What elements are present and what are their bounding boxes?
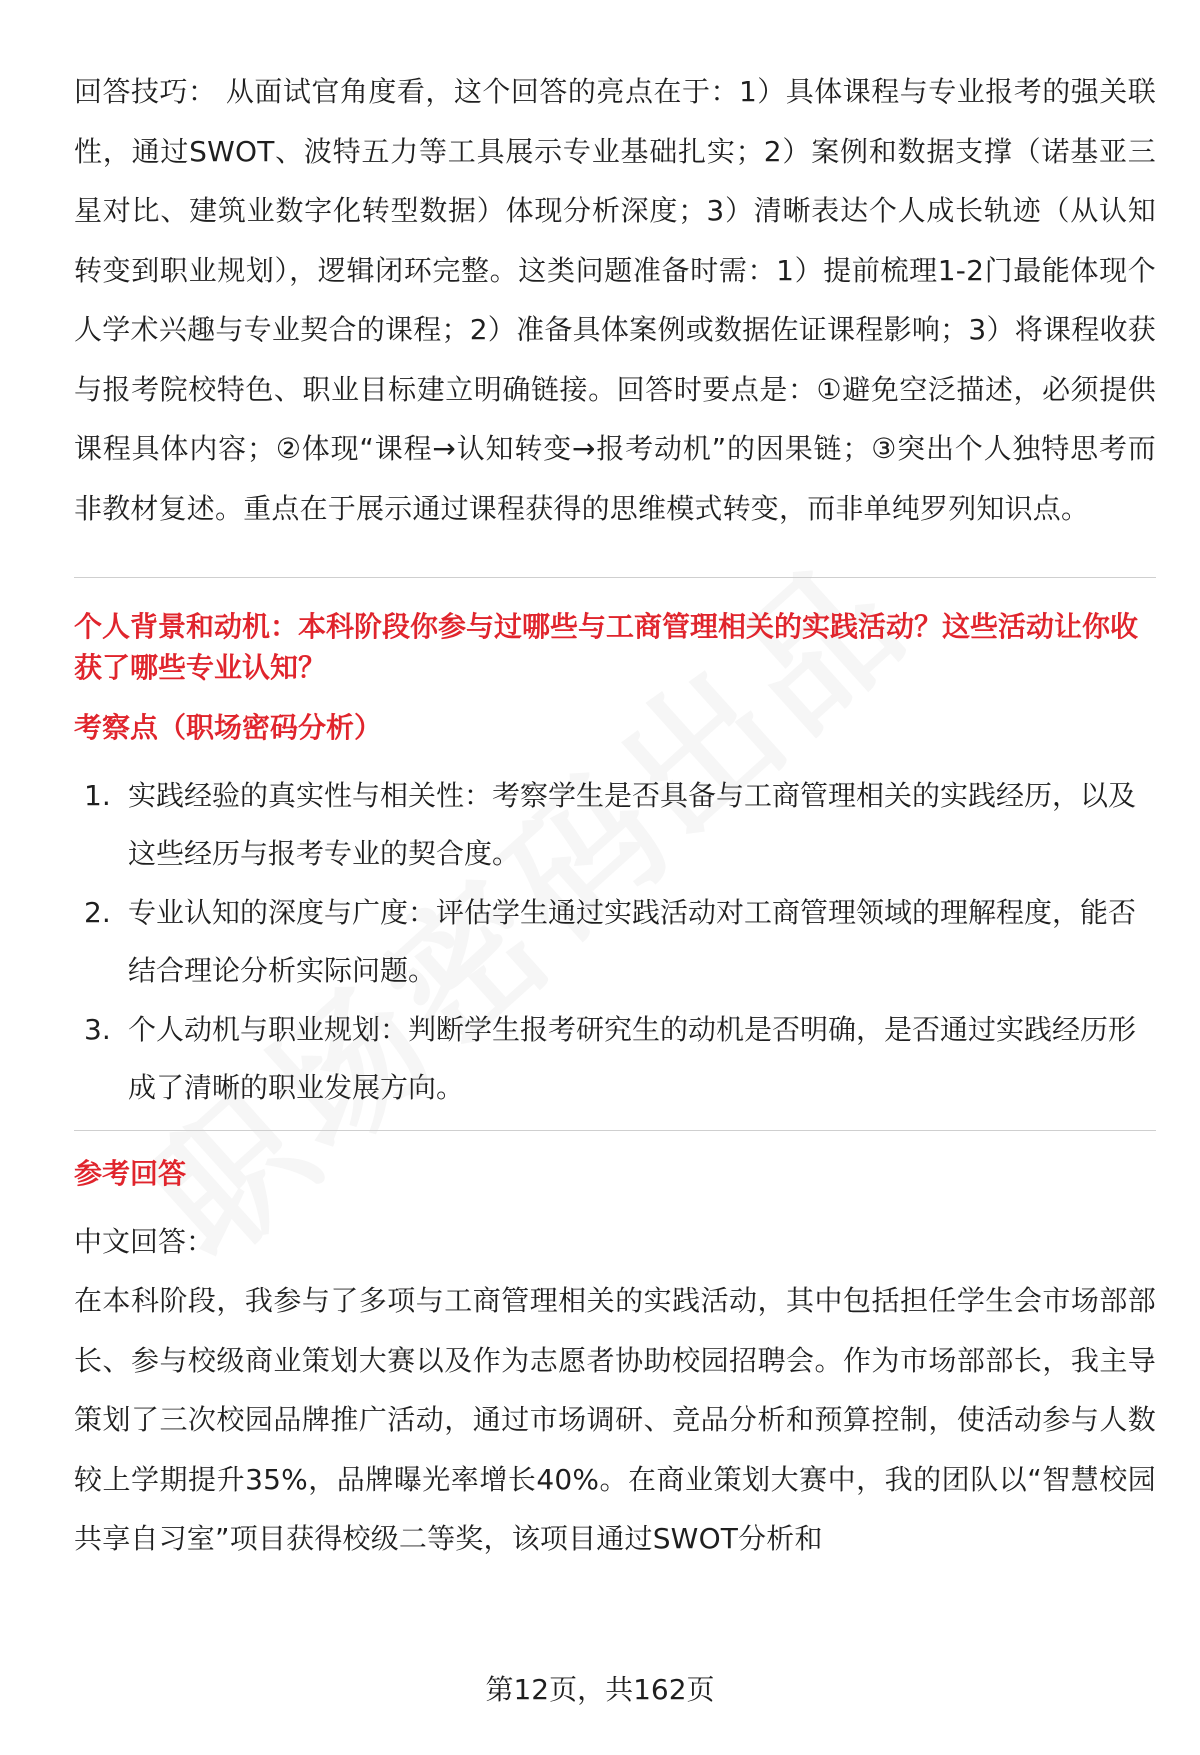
reference-answer-paragraph: 在本科阶段，我参与了多项与工商管理相关的实践活动，其中包括担任学生会市场部部长、参与校级商业策划大赛以及作为志愿者协助校园招聘会。作为市场部部长，我主导策划了三次校园品牌推广活动，通过市场调研、竞品分析和预算控制，使活动参与人数较上学期提升35%，品牌曝光率增长40%。在商业策划大赛中，我的团队以“智慧校园共享自习室”项目获得校级二等奖，该项目通过SWOT分析和 <box>74 1284 1156 1555</box>
list-item-text: 专业认知的深度与广度：评估学生通过实践活动对工商管理领域的理解程度，能否结合理论分析实际问题。 <box>128 896 1137 987</box>
list-item-text: 个人动机与职业规划：判断学生报考研究生的动机是否明确，是否通过实践经历形成了清晰的职业发展方向。 <box>128 1013 1137 1104</box>
list-number: 1. <box>84 779 111 812</box>
exam-points-heading: 考察点（职场密码分析） <box>74 711 383 744</box>
list-number: 3. <box>84 1013 111 1046</box>
reference-answer-heading: 参考回答 <box>74 1157 187 1190</box>
section-divider <box>74 577 1156 578</box>
list-number: 2. <box>84 896 111 929</box>
list-item <box>74 884 1156 999</box>
chinese-answer-label: 中文回答： <box>74 1225 215 1258</box>
question-title: 个人背景和动机：本科阶段你参与过哪些与工商管理相关的实践活动？这些活动让你收获了哪些专业认知？ <box>74 610 1139 684</box>
list-item <box>74 767 1156 882</box>
page-content <box>74 62 1156 1569</box>
page-number-footer: 第12页，共162页 <box>0 1670 1200 1710</box>
exam-points-list <box>74 767 1156 1116</box>
answer-tips-paragraph: 回答技巧： 从面试官角度看，这个回答的亮点在于：1）具体课程与专业报考的强关联性，通过SWOT、波特五力等工具展示专业基础扎实；2）案例和数据支撑（诺基亚三星对比、建筑业数字化转型数据）体现分析深度；3）清晰表达个人成长轨迹（从认知转变到职业规划），逻辑闭环完整。这类问题准备时需：1）提前梳理1-2门最能体现个人学术兴趣与专业契合的课程；2）准备具体案例或数据佐证课程影响；3）将课程收获与报考院校特色、职业目标建立明确链接。回答时要点是：①避免空泛描述，必须提供课程具体内容；②体现“课程→认知转变→报考动机”的因果链；③突出个人独特思考而非教材复述。重点在于展示通过课程获得的思维模式转变，而非单纯罗列知识点。 <box>74 75 1156 525</box>
list-item <box>74 1001 1156 1116</box>
section-divider <box>74 1130 1156 1131</box>
list-item-text: 实践经验的真实性与相关性：考察学生是否具备与工商管理相关的实践经历，以及这些经历与报考专业的契合度。 <box>128 779 1137 870</box>
